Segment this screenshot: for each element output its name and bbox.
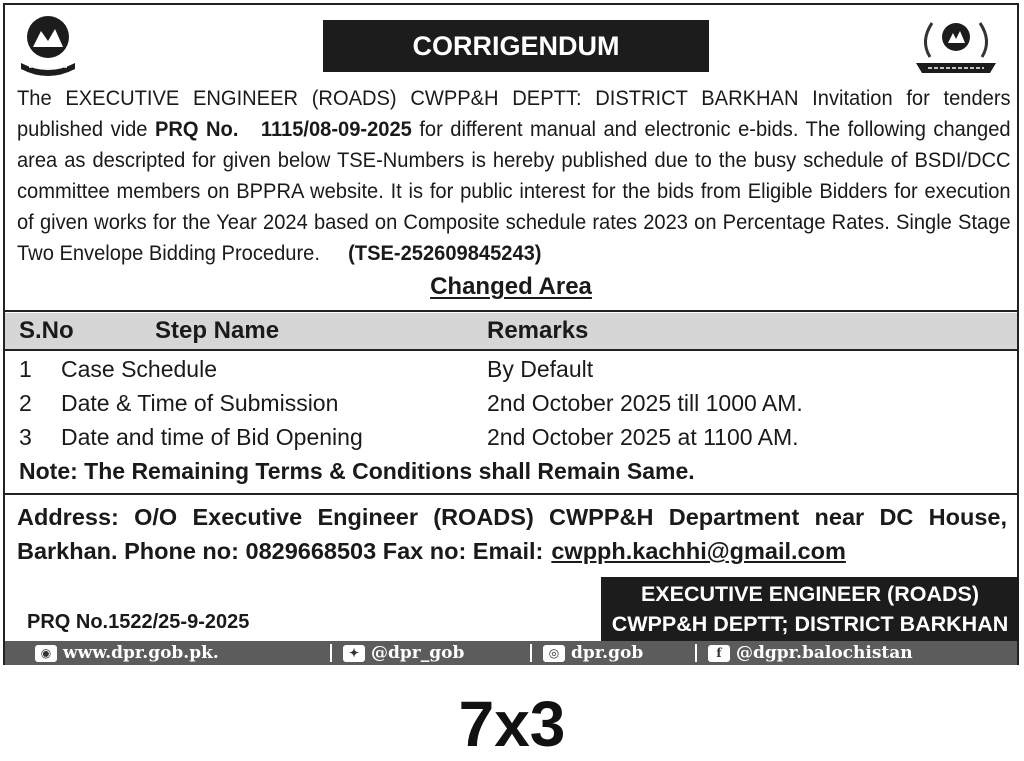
- row-step: Date & Time of Submission: [61, 390, 339, 416]
- email-link[interactable]: cwpph.kachhi@gmail.com: [551, 538, 846, 564]
- intro-paragraph: [17, 83, 1011, 269]
- table-header: [5, 313, 1017, 351]
- table-row: [5, 387, 1017, 421]
- social-bar: [5, 641, 1017, 665]
- signature-line-2: CWPP&H DEPTT; DISTRICT BARKHAN: [611, 612, 1009, 636]
- divider: [5, 493, 1017, 495]
- facebook-link[interactable]: [708, 643, 913, 663]
- changed-area-heading: Changed Area: [430, 273, 592, 300]
- globe-icon: ◉: [35, 645, 57, 662]
- twitter-text: @dpr_gob: [371, 643, 465, 663]
- facebook-icon: f: [708, 645, 730, 662]
- row-remarks: By Default: [487, 356, 594, 382]
- row-remarks: 2nd October 2025 till 1000 AM.: [487, 390, 803, 416]
- separator: [330, 644, 332, 662]
- facebook-text: @dgpr.balochistan: [736, 643, 913, 663]
- row-sno: 2: [19, 390, 32, 416]
- twitter-icon: ✦: [343, 645, 365, 662]
- section-title: [5, 273, 1017, 301]
- row-remarks: 2nd October 2025 at 1100 AM.: [487, 424, 799, 450]
- separator: [695, 644, 697, 662]
- note-text: Note: The Remaining Terms & Conditions shall Remain Same.: [19, 458, 695, 484]
- signature-block: [601, 577, 1019, 641]
- address-text: Address: O/O Executive Engineer (ROADS) CWPP&H Department near DC House, Barkhan. Phone no: 0829668503 Fax no: Email:: [17, 504, 1007, 564]
- divider: [5, 310, 1017, 312]
- instagram-text: dpr.gob: [571, 643, 644, 663]
- table-row: [5, 421, 1017, 455]
- tse-number: (TSE-252609845243): [348, 241, 542, 265]
- prq-number: 1115/08-09-2025: [260, 117, 412, 141]
- footer-prq-number: PRQ No.1522/25-9-2025: [27, 611, 250, 633]
- row-step: Date and time of Bid Opening: [61, 424, 363, 450]
- government-emblem-left: [17, 13, 79, 79]
- separator: [530, 644, 532, 662]
- instagram-icon: ◎: [543, 645, 565, 662]
- twitter-link[interactable]: [343, 643, 464, 663]
- intro-text-1: The EXECUTIVE ENGINEER (ROADS) CWPP&H DEPTT: DISTRICT BARKHAN Invitation for tenders published vide: [17, 86, 1011, 141]
- header-sno: S.No: [19, 317, 74, 344]
- row-sno: 3: [19, 424, 32, 450]
- address-block: [17, 500, 1007, 568]
- intro-text-2: for different manual and electronic e-bids. The following changed area as descripted for given below TSE-Numbers is hereby published due to the busy schedule of BSDI/DCC committee members on BPPRA website. It is for public interest for the bids from Eligible Bidders for execution of given works for the Year 2024 based on Composite schedule rates 2023 on Percentage Rates. Single Stage Two Envelope Bidding Procedure.: [17, 117, 1011, 265]
- header-remarks: Remarks: [487, 317, 589, 344]
- row-step: Case Schedule: [61, 356, 217, 382]
- header-step-name: Step Name: [155, 317, 280, 344]
- row-sno: 1: [19, 356, 32, 382]
- ad-size-label: 7x3: [458, 688, 566, 760]
- tender-notice: [3, 3, 1019, 665]
- signature-line-1: EXECUTIVE ENGINEER (ROADS): [640, 582, 980, 606]
- table-row: [5, 353, 1017, 387]
- government-emblem-right: [910, 13, 1002, 83]
- website-link[interactable]: [35, 643, 219, 663]
- website-text: www.dpr.gob.pk.: [63, 643, 219, 663]
- instagram-link[interactable]: [543, 643, 643, 663]
- corrigendum-title: CORRIGENDUM: [323, 20, 709, 72]
- prq-label: PRQ No.: [154, 117, 239, 141]
